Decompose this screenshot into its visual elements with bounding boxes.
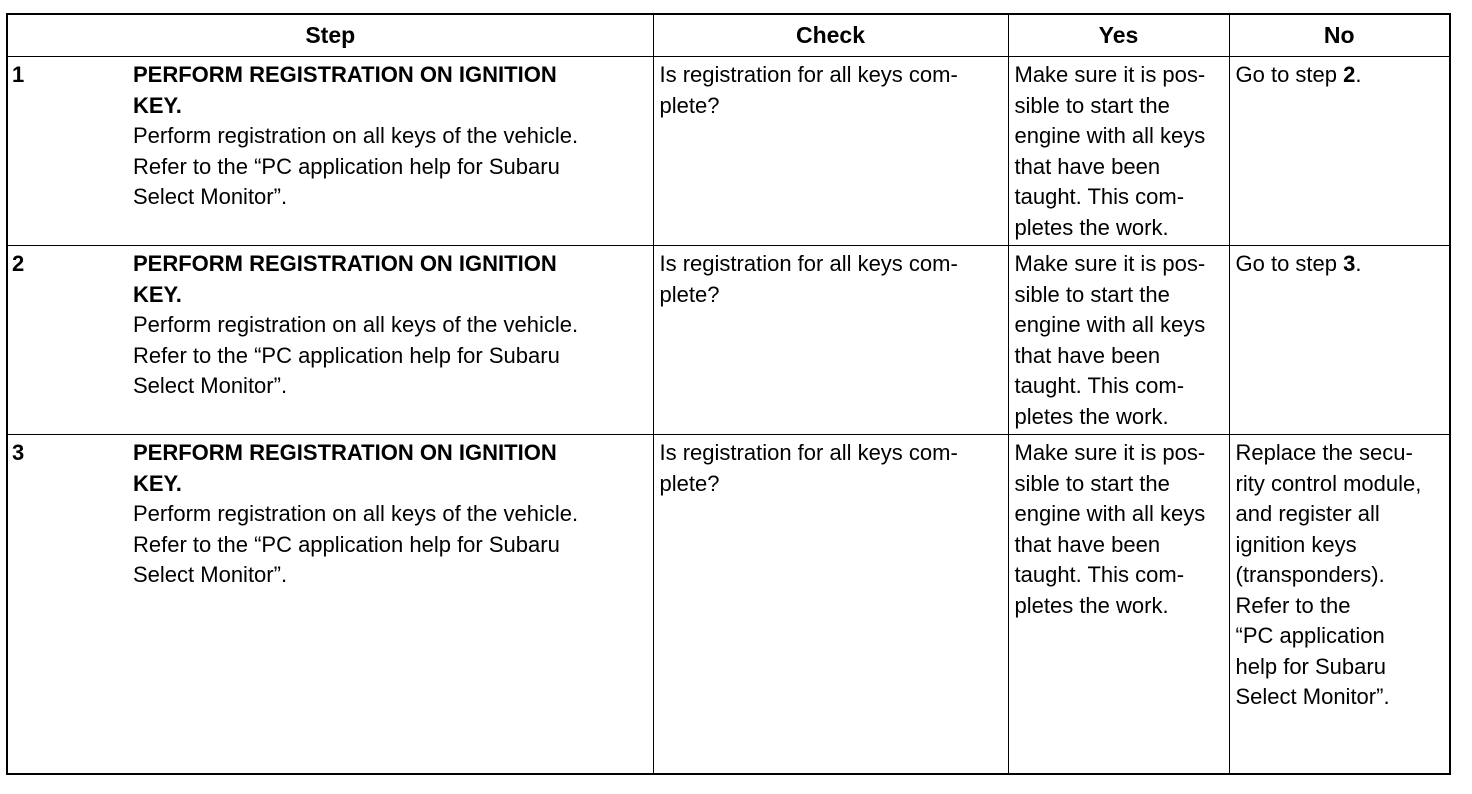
step-number: 3 (12, 440, 25, 465)
no-cell (1229, 435, 1450, 775)
check-cell: Is registration for all keys com- plete? (653, 435, 1008, 775)
table-row (7, 57, 1450, 246)
go-to-step-number: 2 (1343, 62, 1356, 87)
step-cell (7, 57, 653, 246)
step-description: Perform registration on all keys of the vehicle. Refer to the “PC application help for Subaru Select Monitor”. (133, 312, 579, 398)
step-description: Perform registration on all keys of the vehicle. Refer to the “PC application help for Subaru Select Monitor”. (133, 123, 579, 209)
check-cell: Is registration for all keys com- plete? (653, 57, 1008, 246)
header-yes: Yes (1008, 14, 1229, 57)
header-no: No (1229, 14, 1450, 57)
step-number: 2 (12, 251, 25, 276)
step-title: PERFORM REGISTRATION ON IGNITION KEY. (133, 440, 557, 496)
no-cell (1229, 57, 1450, 246)
step-title: PERFORM REGISTRATION ON IGNITION KEY. (133, 62, 557, 118)
go-to-step-number: 3 (1343, 251, 1356, 276)
replace-module-text: Replace the secu- rity control module, and register all ignition keys (transponders). Refer to the “PC application help for Subaru Select Monitor”. (1235, 440, 1422, 709)
go-to-step-text: Go to step 2. (1235, 62, 1362, 87)
step-description: Perform registration on all keys of the vehicle. Refer to the “PC application help for Subaru Select Monitor”. (133, 501, 579, 587)
table-row (7, 246, 1450, 435)
header-step: Step (7, 14, 653, 57)
step-title: PERFORM REGISTRATION ON IGNITION KEY. (133, 251, 557, 307)
diagnostic-procedure-table (6, 13, 1451, 775)
step-cell (7, 435, 653, 775)
no-cell (1229, 246, 1450, 435)
header-check: Check (653, 14, 1008, 57)
yes-cell: Make sure it is pos- sible to start the engine with all keys that have been taught. This com- pletes the work. (1008, 246, 1229, 435)
yes-cell: Make sure it is pos- sible to start the engine with all keys that have been taught. This com- pletes the work. (1008, 435, 1229, 775)
go-to-step-text: Go to step 3. (1235, 251, 1362, 276)
step-cell (7, 246, 653, 435)
step-number: 1 (12, 62, 25, 87)
check-cell: Is registration for all keys com- plete? (653, 246, 1008, 435)
table-header-row (7, 14, 1450, 57)
yes-cell: Make sure it is pos- sible to start the engine with all keys that have been taught. This com- pletes the work. (1008, 57, 1229, 246)
table-row (7, 435, 1450, 775)
